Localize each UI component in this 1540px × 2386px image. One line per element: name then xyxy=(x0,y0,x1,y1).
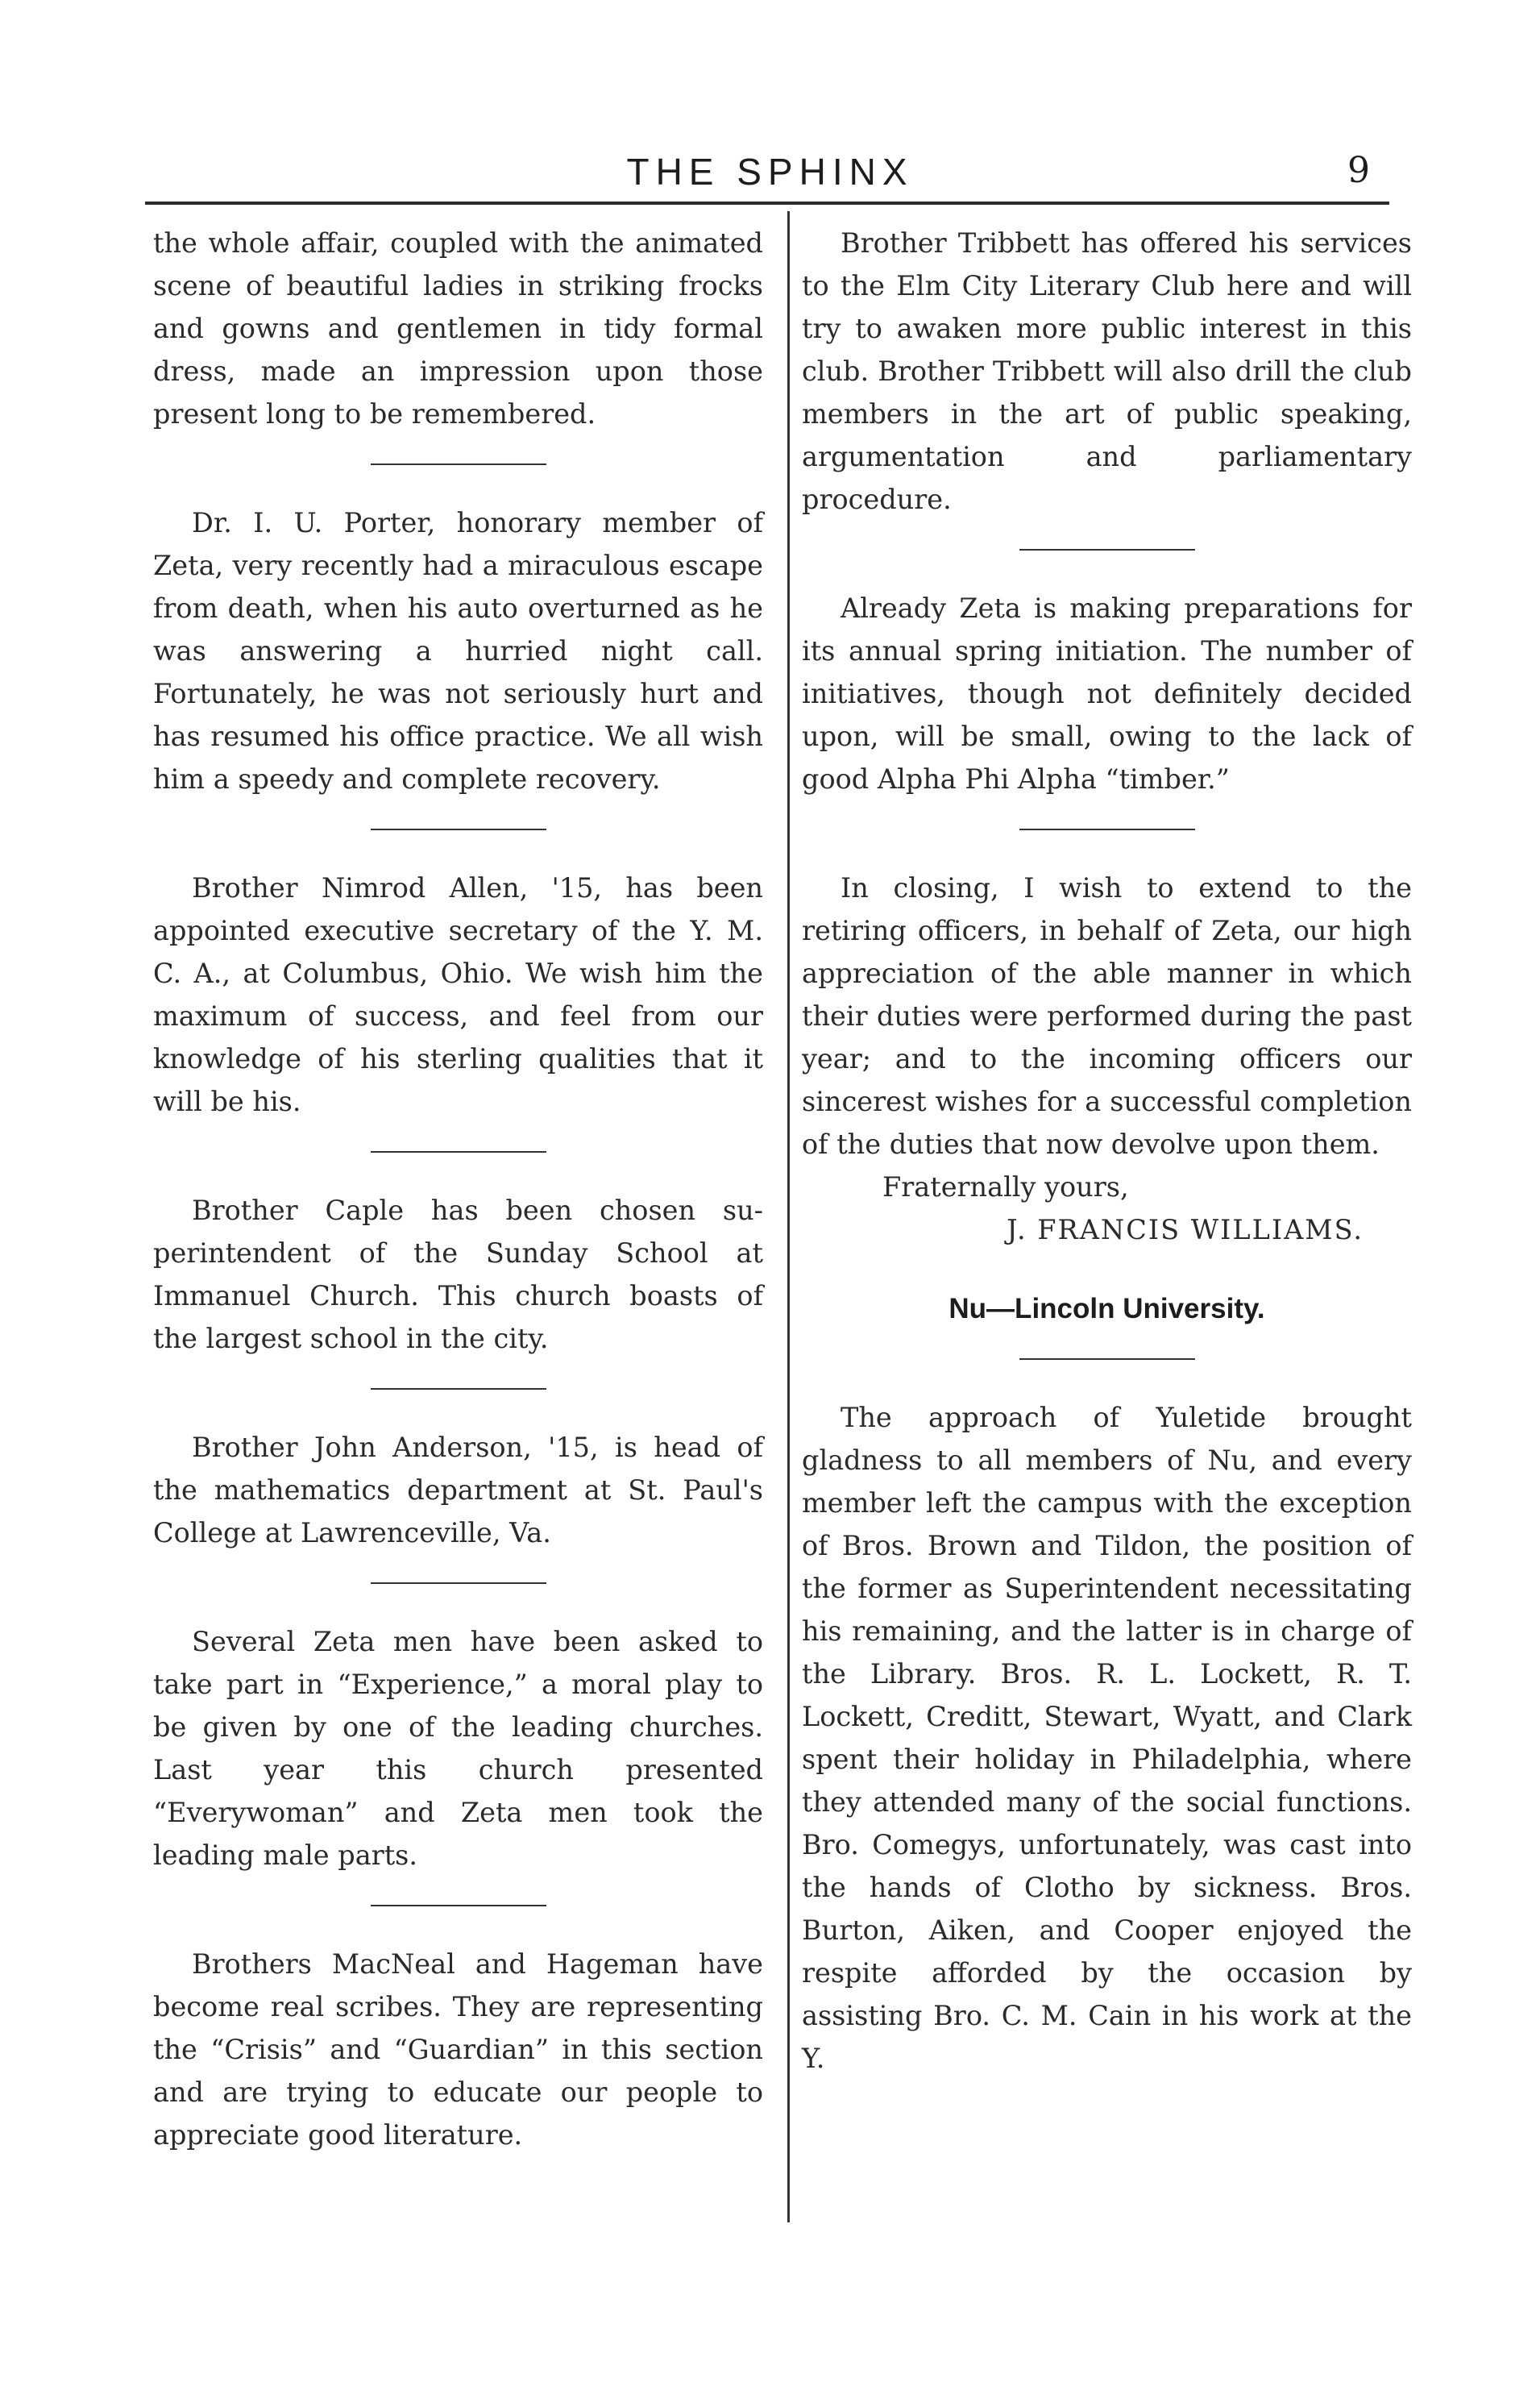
left-column xyxy=(153,222,763,2156)
paragraph-caple: Brother Caple has been chosen superintendent of the Sunday School at Immanuel Church. This church boasts of the largest school in the city. xyxy=(153,1195,763,1354)
section-divider xyxy=(371,829,546,830)
section-divider xyxy=(371,1151,546,1153)
section-divider xyxy=(371,463,546,465)
header-rule xyxy=(145,202,1389,205)
column-divider xyxy=(787,211,790,2222)
paragraph-closing: In closing, I wish to extend to the retiring officers, in behalf of Zeta, our high appreciation of the able manner in which their duties were performed during the past year; and to the incoming officers our sincerest wishes for a successful completion of the duties that now devolve upon them. xyxy=(802,872,1412,1160)
right-column xyxy=(802,222,1412,2080)
signature-name: J. FRANCIS WILLIAMS. xyxy=(1007,1214,1364,1245)
paragraph-allen: Brother Nimrod Allen, '15, has been appointed executive secretary of the Y. M. C. A., at Columbus, Ohio. We wish him the maximum of success, and feel from our knowledge of his sterling qualities that it will be his. xyxy=(153,872,763,1117)
section-heading: Nu—Lincoln University. xyxy=(948,1293,1265,1324)
signature-closing: Fraternally yours, xyxy=(882,1171,1129,1203)
paragraph-tribbett: Brother Tribbett has offered his services to the Elm City Literary Club here and will try to awaken more public interest in this club. Brother Tribbett will also drill the club members in the art of public speaking, argumentation and parliamentary procedure. xyxy=(802,227,1412,515)
paragraph-porter: Dr. I. U. Porter, honorary member of Zeta, very recently had a miraculous escape from death, when his auto overturned as he was answering a hurried night call. Fortunately, he was not seriously hurt and has resumed his office practice. We all wish him a speedy and complete recovery. xyxy=(153,507,763,795)
page-title: THE SPHINX xyxy=(626,151,914,193)
page-number: 9 xyxy=(1347,150,1370,191)
section-divider xyxy=(1019,549,1195,551)
section-divider xyxy=(371,1582,546,1584)
paragraph-social-affair: the whole affair, coupled with the animated scene of beautiful ladies in striking frocks and gowns and gentlemen in tidy formal dress, made an impression upon those present long to be remembered. xyxy=(153,227,763,430)
paragraph-experience-play: Several Zeta men have been asked to take part in “Experience,” a moral play to be given by one of the leading churches. Last year this church presented “Everywoman” and Zeta men took the leading male parts. xyxy=(153,1626,763,1871)
section-divider xyxy=(1019,829,1195,830)
paragraph-anderson: Brother John Anderson, '15, is head of the mathematics department at St. Paul's College at Lawrenceville, Va. xyxy=(153,1432,763,1548)
section-divider xyxy=(371,1905,546,1906)
paragraph-initiation: Already Zeta is making preparations for its annual spring initiation. The number of initiatives, though not definitely decided upon, will be small, owing to the lack of good Alpha Phi Alpha “timber.” xyxy=(802,592,1412,795)
paragraph-nu-yuletide: The approach of Yuletide brought gladness to all members of Nu, and every member left the campus with the exception of Bros. Brown and Tildon, the position of the former as Superintendent necessitating his remaining, and the latter is in charge of the Library. Bros. R. L. Lockett, R. T. Lockett, Creditt, Stewart, Wyatt, and Clark spent their holiday in Philadelphia, where they attended many of the social functions. Bro. Comegys, unfortunately, was cast into the hands of Clotho by sickness. Bros. Burton, Aiken, and Cooper enjoyed the respite afforded by the occasion by assisting Bro. C. M. Cain in his work at the Y. xyxy=(802,1402,1412,2074)
section-divider xyxy=(371,1388,546,1390)
section-divider xyxy=(1019,1358,1195,1360)
paragraph-scribes: Brothers MacNeal and Hageman have become real scribes. They are representing the “Crisis” and “Guardian” in this section and are trying to educate our people to appreciate good literature. xyxy=(153,1948,763,2151)
